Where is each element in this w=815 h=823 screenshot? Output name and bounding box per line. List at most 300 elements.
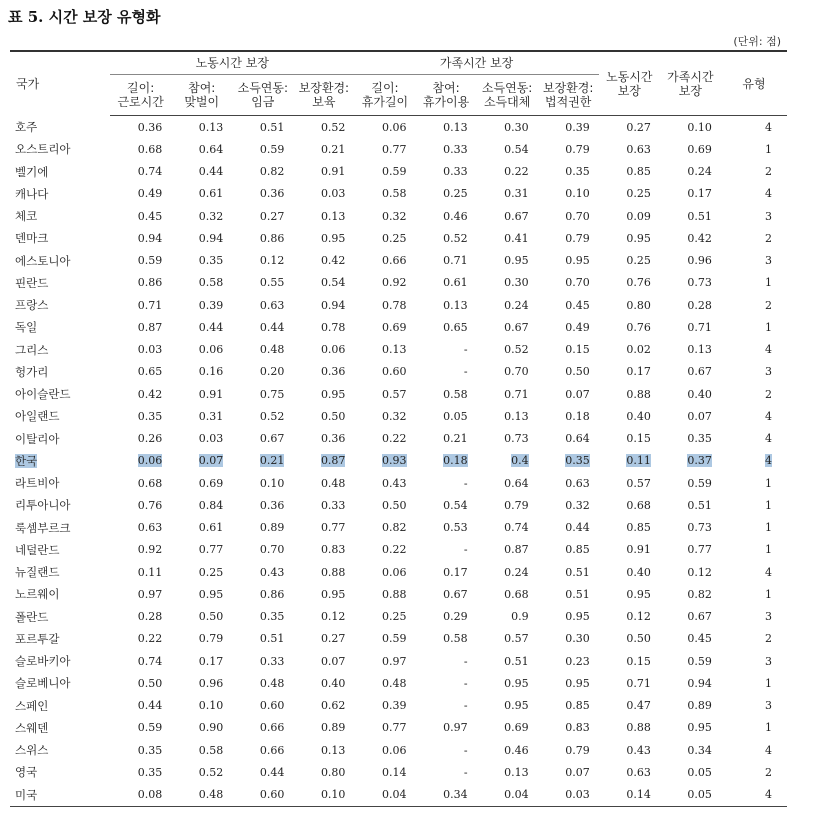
value-cell: [538, 561, 599, 583]
cell-text: 0.25: [626, 187, 651, 201]
value-cell: [660, 583, 721, 605]
value-cell: [232, 539, 293, 561]
cell-text: 0.35: [687, 432, 712, 446]
cell-text: 0.52: [320, 120, 346, 134]
value-cell: [110, 205, 171, 227]
table-row: [10, 294, 787, 316]
cell-text: 0.50: [626, 632, 651, 646]
cell-text: 0.67: [443, 587, 468, 601]
value-cell: [293, 316, 354, 338]
cell-text: 0.67: [504, 209, 529, 223]
value-cell: [232, 739, 293, 761]
cell-text: 0.95: [504, 699, 529, 713]
cell-text: 0.03: [565, 788, 590, 802]
cell-text: 핀란드: [15, 275, 49, 290]
type-cell: [721, 583, 787, 605]
type-cell: [721, 183, 787, 205]
value-cell: [354, 695, 415, 717]
value-cell: [354, 450, 415, 472]
header-sum-labor: 노동시간 보장: [599, 51, 660, 116]
cell-text: 0.85: [565, 543, 590, 557]
table-row: [10, 761, 787, 783]
cell-text: 4: [765, 454, 772, 468]
type-cell: [721, 472, 787, 494]
value-cell: [416, 116, 477, 139]
value-cell: [232, 183, 293, 205]
value-cell: [538, 717, 599, 739]
cell-text: 룩셈부르크: [15, 520, 71, 535]
cell-text: 0.85: [626, 521, 651, 535]
cell-text: 1: [765, 721, 772, 735]
value-cell: [477, 183, 538, 205]
value-cell: [232, 272, 293, 294]
value-cell: [354, 784, 415, 807]
country-cell: [10, 428, 110, 450]
value-cell: [293, 272, 354, 294]
table-row: [10, 606, 787, 628]
cell-text: 1: [765, 476, 772, 490]
value-cell: [293, 761, 354, 783]
value-cell: [599, 161, 660, 183]
cell-text: 1: [765, 320, 772, 334]
cell-text: 0.70: [259, 543, 285, 557]
cell-text: 0.68: [137, 476, 163, 490]
cell-text: 0.13: [504, 409, 529, 423]
value-cell: [232, 250, 293, 272]
type-cell: [721, 294, 787, 316]
country-cell: [10, 205, 110, 227]
cell-text: 0.59: [137, 254, 163, 268]
value-cell: [171, 205, 232, 227]
cell-text: 0.39: [382, 699, 407, 713]
cell-text: 2: [765, 387, 772, 401]
value-cell: [232, 405, 293, 427]
cell-text: 1: [765, 587, 772, 601]
cell-text: 0.48: [259, 343, 285, 357]
value-cell: [599, 561, 660, 583]
cell-text: 0.13: [443, 120, 468, 134]
cell-text: 3: [765, 654, 772, 668]
value-cell: [110, 628, 171, 650]
cell-text: 0.15: [565, 343, 590, 357]
value-cell: [538, 361, 599, 383]
cell-text: 0.12: [259, 254, 285, 268]
cell-text: 헝가리: [15, 364, 49, 379]
value-cell: [110, 161, 171, 183]
cell-text: 0.34: [443, 788, 468, 802]
cell-text: 0.36: [320, 432, 346, 446]
cell-text: 노르웨이: [15, 587, 60, 602]
cell-text: 0.44: [259, 765, 285, 779]
cell-text: 0.57: [626, 476, 651, 490]
cell-text: 0.71: [687, 320, 712, 334]
value-cell: [416, 717, 477, 739]
cell-text: 0.25: [443, 187, 468, 201]
value-cell: [538, 650, 599, 672]
cell-text: 0.32: [565, 498, 590, 512]
table-row: [10, 116, 787, 139]
cell-text: 0.70: [565, 209, 590, 223]
value-cell: [538, 784, 599, 807]
table-row: [10, 361, 787, 383]
value-cell: [110, 606, 171, 628]
value-cell: [232, 672, 293, 694]
cell-text: 0.88: [320, 565, 346, 579]
table-row: [10, 739, 787, 761]
value-cell: [477, 650, 538, 672]
table-body: [10, 116, 787, 807]
type-cell: [721, 606, 787, 628]
value-cell: [232, 784, 293, 807]
cell-text: 0.83: [565, 721, 590, 735]
value-cell: [416, 428, 477, 450]
cell-text: 뉴질랜드: [15, 565, 60, 580]
cell-text: 벨기에: [15, 164, 49, 179]
value-cell: [354, 517, 415, 539]
cell-text: 0.65: [443, 320, 468, 334]
value-cell: [477, 161, 538, 183]
cell-text: 0.51: [687, 498, 712, 512]
cell-text: 0.73: [687, 521, 712, 535]
value-cell: [354, 183, 415, 205]
country-cell: [10, 606, 110, 628]
cell-text: 0.67: [259, 432, 285, 446]
cell-text: 0.22: [137, 632, 163, 646]
value-cell: [660, 739, 721, 761]
value-cell: [232, 717, 293, 739]
cell-text: 0.35: [137, 743, 163, 757]
header-country: 국가: [10, 51, 110, 116]
country-cell: [10, 494, 110, 516]
cell-text: 0.76: [137, 498, 163, 512]
cell-text: 스페인: [15, 698, 49, 713]
value-cell: [171, 739, 232, 761]
cell-text: 0.36: [137, 120, 163, 134]
value-cell: [477, 739, 538, 761]
cell-text: 0.95: [198, 587, 224, 601]
cell-text: 0.73: [504, 432, 529, 446]
country-cell: [10, 472, 110, 494]
value-cell: [171, 561, 232, 583]
cell-text: 0.69: [687, 142, 712, 156]
cell-text: 0.58: [443, 387, 468, 401]
value-cell: [660, 316, 721, 338]
country-cell: [10, 116, 110, 139]
country-cell: [10, 161, 110, 183]
cell-text: 0.51: [565, 587, 590, 601]
value-cell: [232, 161, 293, 183]
cell-text: 0.77: [382, 142, 407, 156]
cell-text: 0.97: [382, 654, 407, 668]
value-cell: [171, 428, 232, 450]
value-cell: [354, 161, 415, 183]
value-cell: [416, 138, 477, 160]
cell-text: 0.71: [504, 387, 529, 401]
cell-text: 0.44: [565, 521, 590, 535]
value-cell: [660, 517, 721, 539]
value-cell: [110, 450, 171, 472]
cell-text: 0.42: [137, 387, 163, 401]
country-cell: [10, 561, 110, 583]
cell-text: -: [463, 476, 468, 490]
cell-text: 0.87: [137, 320, 163, 334]
cell-text: 0.95: [320, 387, 346, 401]
value-cell: [599, 650, 660, 672]
cell-text: 0.58: [382, 187, 407, 201]
value-cell: [232, 205, 293, 227]
value-cell: [416, 272, 477, 294]
cell-text: 0.88: [382, 587, 407, 601]
cell-text: 스웨덴: [15, 720, 49, 735]
cell-text: 0.68: [626, 498, 651, 512]
cell-text: 0.77: [382, 721, 407, 735]
cell-text: 0.63: [259, 298, 285, 312]
value-cell: [110, 361, 171, 383]
value-cell: [538, 227, 599, 249]
value-cell: [293, 583, 354, 605]
type-cell: [721, 717, 787, 739]
cell-text: 0.23: [565, 654, 590, 668]
value-cell: [354, 583, 415, 605]
value-cell: [354, 428, 415, 450]
cell-text: 0.82: [687, 587, 712, 601]
value-cell: [171, 227, 232, 249]
cell-text: 0.13: [504, 765, 529, 779]
cell-text: 0.45: [137, 209, 163, 223]
value-cell: [538, 294, 599, 316]
value-cell: [171, 494, 232, 516]
table-row: [10, 650, 787, 672]
cell-text: 0.71: [443, 254, 468, 268]
value-cell: [599, 450, 660, 472]
cell-text: 0.18: [443, 454, 468, 468]
cell-text: 0.26: [137, 432, 163, 446]
value-cell: [660, 250, 721, 272]
cell-text: 0.73: [687, 276, 712, 290]
type-cell: [721, 405, 787, 427]
value-cell: [110, 561, 171, 583]
cell-text: 0.77: [687, 543, 712, 557]
value-cell: [416, 472, 477, 494]
value-cell: [416, 739, 477, 761]
cell-text: 0.9: [511, 610, 529, 624]
cell-text: 0.67: [687, 610, 712, 624]
cell-text: 0.06: [382, 565, 407, 579]
value-cell: [538, 428, 599, 450]
cell-text: 0.08: [137, 788, 163, 802]
cell-text: 0.88: [626, 387, 651, 401]
value-cell: [171, 650, 232, 672]
cell-text: 0.89: [259, 521, 285, 535]
value-cell: [416, 517, 477, 539]
value-cell: [599, 472, 660, 494]
cell-text: 1: [765, 142, 772, 156]
cell-text: 0.33: [320, 498, 346, 512]
cell-text: 0.37: [687, 454, 712, 468]
value-cell: [110, 428, 171, 450]
cell-text: 0.96: [687, 254, 712, 268]
value-cell: [599, 316, 660, 338]
value-cell: [599, 116, 660, 139]
cell-text: 0.25: [626, 254, 651, 268]
cell-text: 0.03: [198, 432, 224, 446]
cell-text: -: [463, 543, 468, 557]
value-cell: [538, 161, 599, 183]
country-cell: [10, 672, 110, 694]
cell-text: 0.87: [504, 543, 529, 557]
value-cell: [110, 272, 171, 294]
cell-text: 0.31: [504, 187, 529, 201]
country-cell: [10, 183, 110, 205]
value-cell: [354, 650, 415, 672]
cell-text: 0.43: [382, 476, 407, 490]
header-labor-participation: 참여: 맞벌이: [171, 75, 232, 116]
value-cell: [110, 517, 171, 539]
cell-text: 0.45: [687, 632, 712, 646]
value-cell: [232, 227, 293, 249]
type-cell: [721, 339, 787, 361]
cell-text: 0.54: [320, 276, 346, 290]
value-cell: [416, 494, 477, 516]
value-cell: [354, 316, 415, 338]
cell-text: 0.96: [198, 676, 224, 690]
cell-text: 0.17: [198, 654, 224, 668]
table-row: [10, 272, 787, 294]
cell-text: 0.22: [382, 543, 407, 557]
cell-text: 캐나다: [15, 186, 49, 201]
value-cell: [171, 695, 232, 717]
table-row: [10, 183, 787, 205]
cell-text: 덴마크: [15, 231, 49, 246]
cell-text: 0.33: [443, 165, 468, 179]
value-cell: [293, 717, 354, 739]
table-row: [10, 561, 787, 583]
country-cell: [10, 138, 110, 160]
value-cell: [538, 405, 599, 427]
cell-text: 0.20: [259, 365, 285, 379]
value-cell: [416, 183, 477, 205]
value-cell: [110, 695, 171, 717]
cell-text: 0.31: [198, 409, 224, 423]
data-table: [10, 50, 787, 807]
value-cell: [293, 138, 354, 160]
value-cell: [599, 227, 660, 249]
cell-text: 0.82: [259, 165, 285, 179]
value-cell: [599, 361, 660, 383]
value-cell: [171, 183, 232, 205]
cell-text: 0.13: [687, 343, 712, 357]
cell-text: 0.50: [565, 365, 590, 379]
country-cell: [10, 583, 110, 605]
value-cell: [477, 294, 538, 316]
value-cell: [599, 138, 660, 160]
cell-text: 4: [765, 788, 772, 802]
value-cell: [293, 116, 354, 139]
cell-text: 3: [765, 254, 772, 268]
country-cell: [10, 227, 110, 249]
cell-text: 0.06: [320, 343, 346, 357]
cell-text: 0.77: [198, 543, 224, 557]
cell-text: 0.35: [259, 610, 285, 624]
table-row: [10, 472, 787, 494]
cell-text: 0.40: [687, 387, 712, 401]
value-cell: [416, 227, 477, 249]
value-cell: [171, 250, 232, 272]
cell-text: 0.24: [687, 165, 712, 179]
cell-text: -: [463, 765, 468, 779]
cell-text: 0.94: [687, 676, 712, 690]
value-cell: [477, 316, 538, 338]
cell-text: 0.67: [687, 365, 712, 379]
cell-text: 0.66: [382, 254, 407, 268]
value-cell: [538, 383, 599, 405]
cell-text: 0.13: [320, 743, 346, 757]
value-cell: [232, 361, 293, 383]
cell-text: 0.77: [320, 521, 346, 535]
type-cell: [721, 695, 787, 717]
value-cell: [110, 294, 171, 316]
cell-text: 0.80: [320, 765, 346, 779]
cell-text: 0.69: [382, 320, 407, 334]
cell-text: 0.05: [443, 409, 468, 423]
value-cell: [110, 316, 171, 338]
value-cell: [538, 672, 599, 694]
cell-text: 0.07: [565, 765, 590, 779]
value-cell: [354, 339, 415, 361]
value-cell: [599, 717, 660, 739]
country-cell: [10, 539, 110, 561]
type-cell: [721, 361, 787, 383]
header-family-participation: 참여: 휴가이용: [416, 75, 477, 116]
value-cell: [599, 383, 660, 405]
cell-text: 0.67: [504, 320, 529, 334]
table-title: 표 5. 시간 보장 유형화: [8, 8, 161, 26]
value-cell: [477, 250, 538, 272]
cell-text: 0.42: [687, 231, 712, 245]
header-group-labor: 노동시간 보장: [110, 51, 354, 75]
cell-text: 0.91: [320, 165, 346, 179]
cell-text: 1: [765, 521, 772, 535]
cell-text: 그리스: [15, 342, 49, 357]
value-cell: [538, 250, 599, 272]
cell-text: 0.84: [198, 498, 224, 512]
cell-text: 0.14: [382, 765, 407, 779]
value-cell: [416, 316, 477, 338]
type-cell: [721, 450, 787, 472]
cell-text: 0.55: [259, 276, 285, 290]
country-cell: [10, 339, 110, 361]
value-cell: [660, 672, 721, 694]
cell-text: 0.24: [504, 565, 529, 579]
cell-text: 0.60: [382, 365, 407, 379]
value-cell: [293, 672, 354, 694]
value-cell: [599, 739, 660, 761]
cell-text: 0.32: [198, 209, 224, 223]
value-cell: [660, 761, 721, 783]
value-cell: [110, 405, 171, 427]
value-cell: [660, 383, 721, 405]
cell-text: 0.97: [137, 587, 163, 601]
cell-text: 0.66: [259, 743, 285, 757]
type-cell: [721, 784, 787, 807]
cell-text: 0.86: [259, 231, 285, 245]
cell-text: 0.76: [626, 320, 651, 334]
value-cell: [293, 183, 354, 205]
value-cell: [538, 450, 599, 472]
cell-text: -: [463, 743, 468, 757]
cell-text: 0.35: [137, 765, 163, 779]
value-cell: [293, 205, 354, 227]
